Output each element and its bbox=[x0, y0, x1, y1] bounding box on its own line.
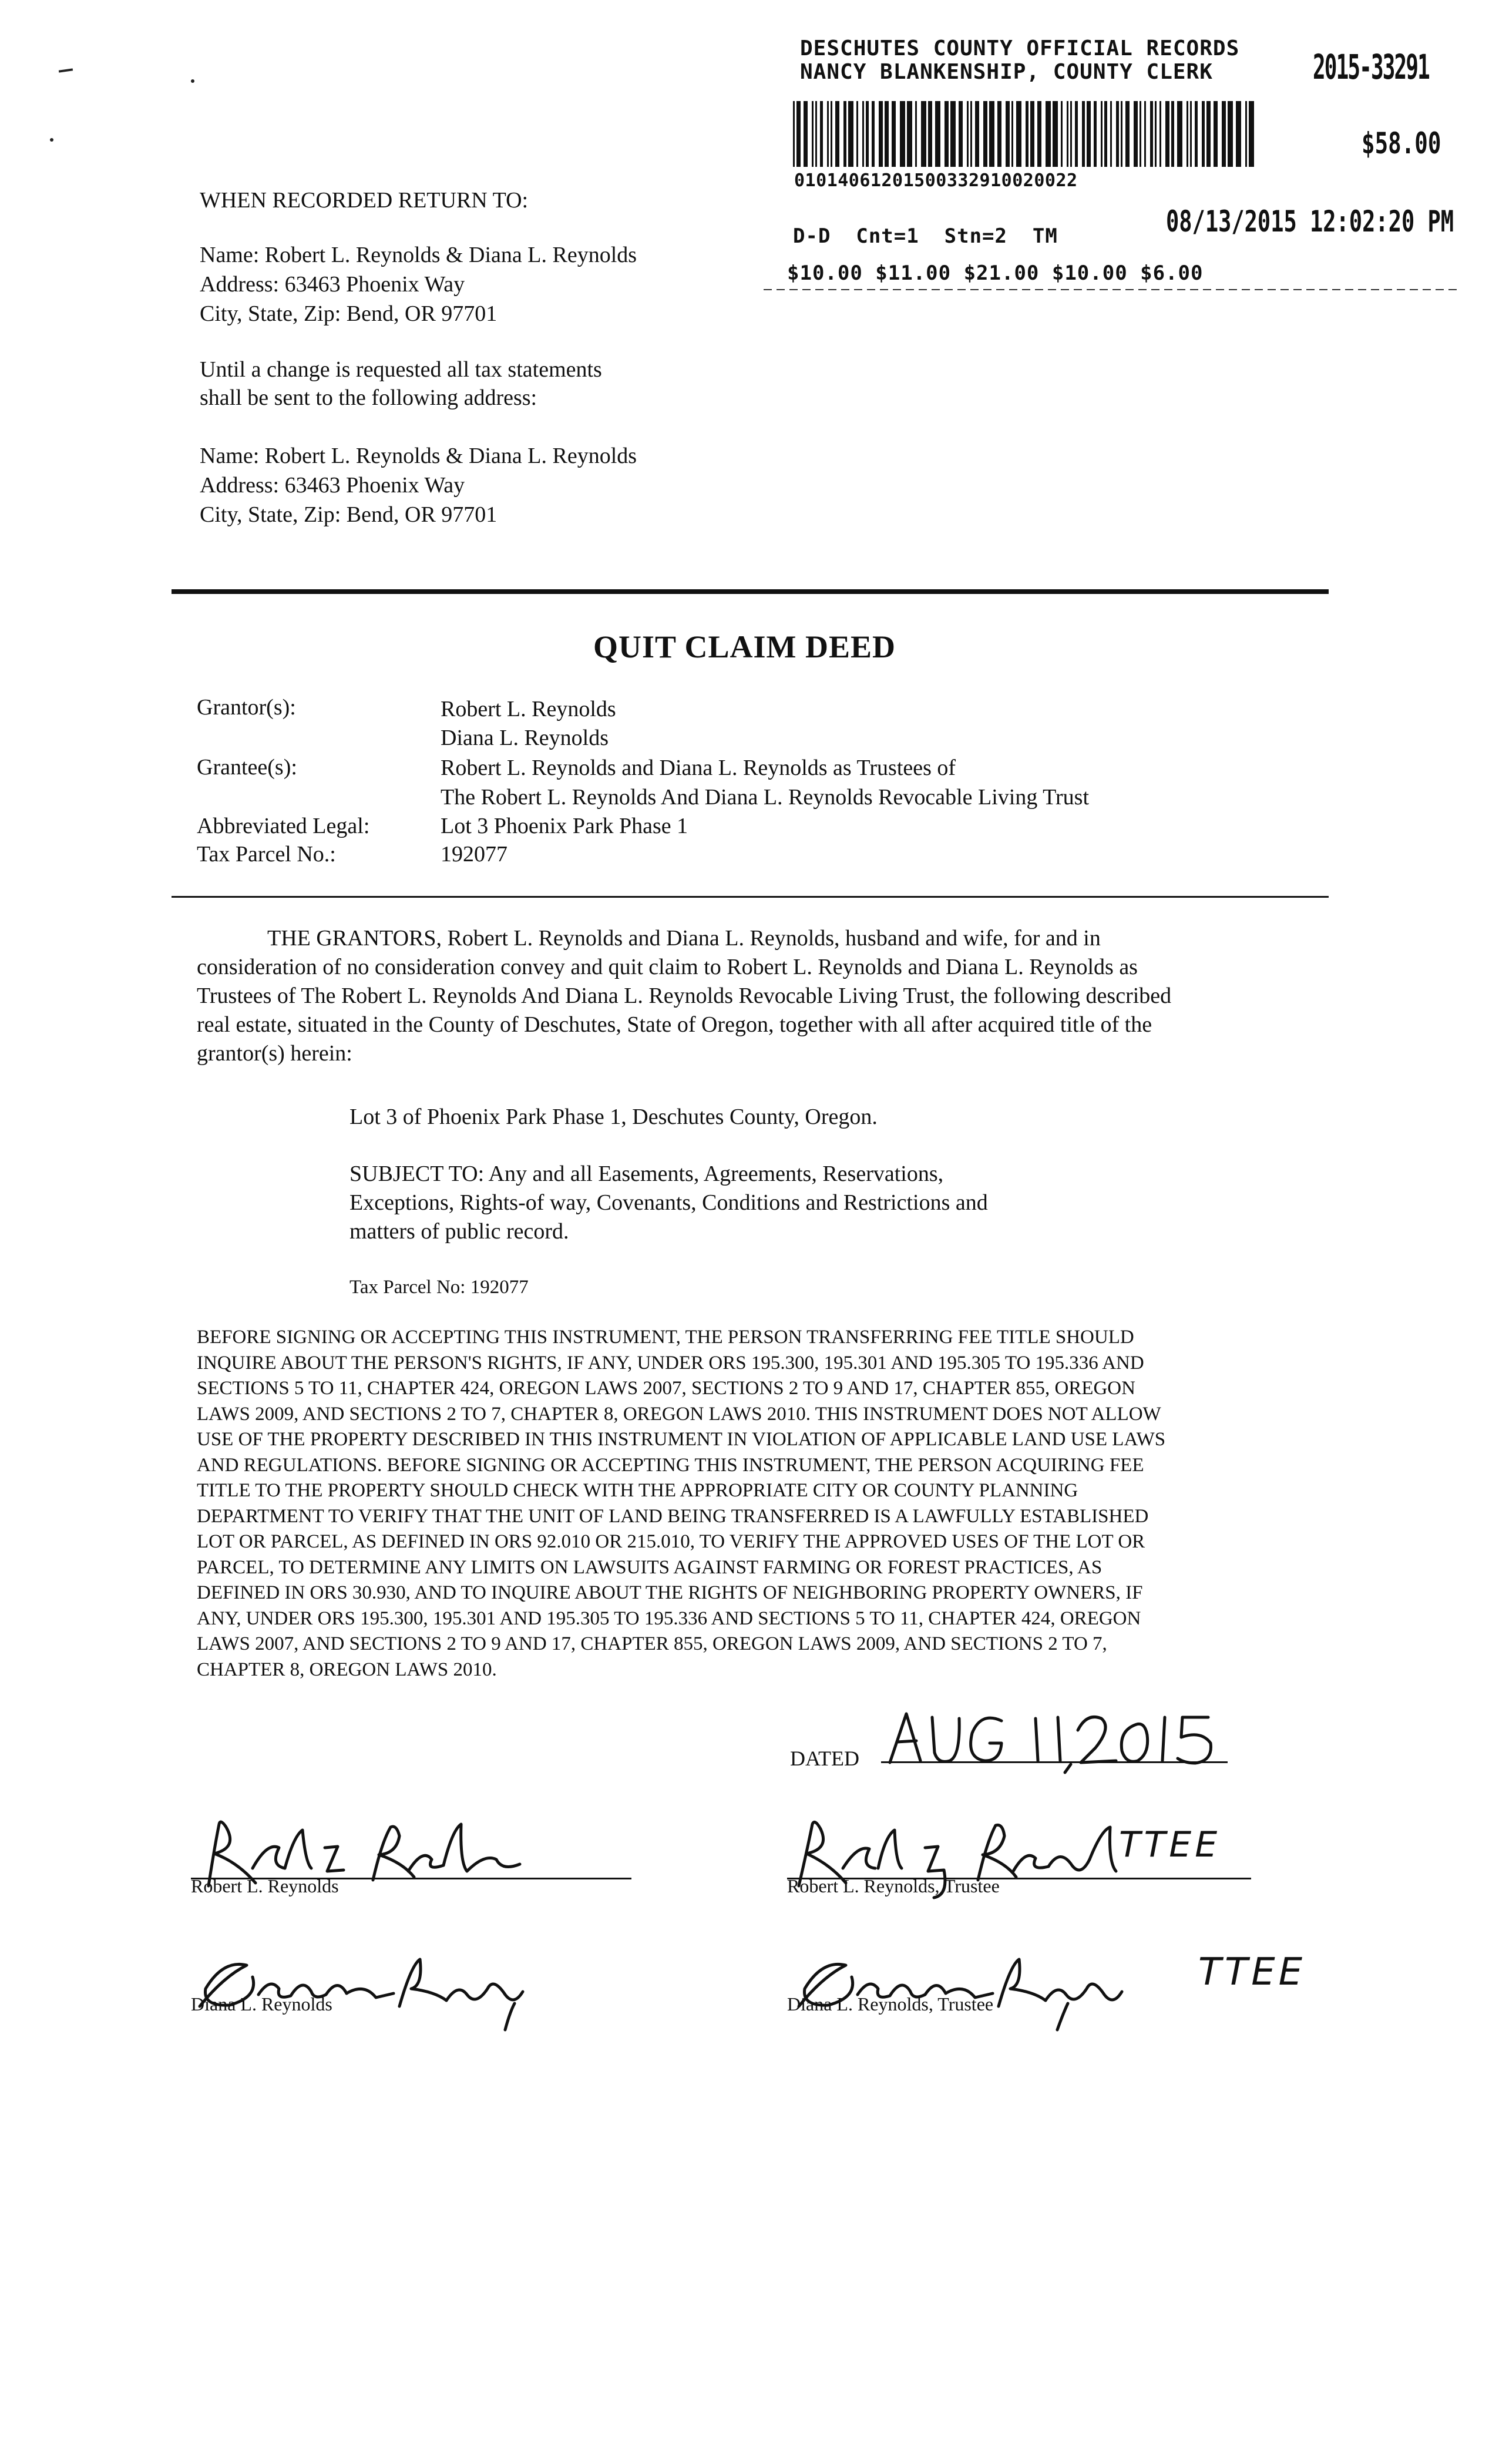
parties-rule bbox=[172, 896, 1329, 898]
barcode-bar bbox=[831, 101, 832, 167]
recording-office-line1: DESCHUTES COUNTY OFFICIAL RECORDS bbox=[800, 36, 1240, 61]
return-to-address: Address: 63463 Phoenix Way bbox=[200, 272, 465, 297]
barcode-bar bbox=[1165, 101, 1169, 167]
warning-line: DEPARTMENT TO VERIFY THAT THE UNIT OF LAND BEING TRANSFERRED IS A LAWFULLY ESTABLISHED bbox=[197, 1505, 1149, 1527]
warning-line: BEFORE SIGNING OR ACCEPTING THIS INSTRUMENT, THE PERSON TRANSFERRING FEE TITLE SHOULD bbox=[197, 1327, 1134, 1348]
warning-line: TITLE TO THE PROPERTY SHOULD CHECK WITH THE APPROPRIATE CITY OR COUNTY PLANNING bbox=[197, 1480, 1078, 1501]
return-to-name: Name: Robert L. Reynolds & Diana L. Reynolds bbox=[200, 243, 637, 267]
barcode-bar bbox=[1195, 101, 1198, 167]
recorded-datetime: 08/13/2015 12:02:20 PM bbox=[1166, 204, 1454, 239]
barcode-bar bbox=[1236, 101, 1241, 167]
grantee-1: Robert L. Reynolds and Diana L. Reynolds as Trustees of bbox=[441, 756, 956, 780]
barcode-bar bbox=[1144, 101, 1146, 167]
barcode-bar bbox=[1134, 101, 1138, 167]
barcode-bar bbox=[1150, 101, 1153, 167]
barcode-bar bbox=[1245, 101, 1247, 167]
statutory-warning bbox=[197, 1325, 1342, 1683]
barcode-bar bbox=[872, 101, 875, 167]
barcode-bar bbox=[1026, 101, 1028, 167]
barcode-bar bbox=[1155, 101, 1157, 167]
subject-to-line: Exceptions, Rights-of way, Covenants, Conditions and Restrictions and bbox=[349, 1190, 988, 1215]
barcode-bar bbox=[1202, 101, 1205, 167]
document-number: 2015-33291 bbox=[1313, 47, 1429, 87]
barcode-bar bbox=[1075, 101, 1078, 167]
barcode-bar bbox=[967, 101, 969, 167]
total-fee: $58.00 bbox=[1362, 126, 1441, 160]
warning-line: CHAPTER 8, OREGON LAWS 2010. bbox=[197, 1659, 497, 1680]
barcode-bar bbox=[1046, 101, 1051, 167]
scan-speck bbox=[191, 79, 194, 83]
grantor-label: Grantor(s): bbox=[197, 695, 296, 720]
barcode-bar bbox=[793, 101, 795, 167]
barcode-bar bbox=[1011, 101, 1013, 167]
barcode-bar bbox=[866, 101, 869, 167]
legal-value: Lot 3 Phoenix Park Phase 1 bbox=[441, 814, 688, 838]
barcode-bar bbox=[928, 101, 932, 167]
conveyance-line: Trustees of The Robert L. Reynolds And Diana L. Reynolds Revocable Living Trust, the following described bbox=[197, 983, 1172, 1008]
barcode-bar bbox=[1087, 101, 1091, 167]
barcode-bar bbox=[1190, 101, 1192, 167]
warning-line: SECTIONS 5 TO 11, CHAPTER 424, OREGON LAWS 2007, SECTIONS 2 TO 9 AND 17, CHAPTER 855, OREGON bbox=[197, 1378, 1135, 1399]
signature-diana-reynolds bbox=[188, 1942, 611, 2033]
warning-line: LAWS 2007, AND SECTIONS 2 TO 9 AND 17, CHAPTER 855, OREGON LAWS 2009, AND SECTIONS 2 TO 7, bbox=[197, 1633, 1107, 1654]
barcode-bar bbox=[862, 101, 864, 167]
legal-description: Lot 3 of Phoenix Park Phase 1, Deschutes County, Oregon. bbox=[349, 1105, 878, 1129]
barcode-bar bbox=[1116, 101, 1119, 167]
barcode-bar bbox=[1104, 101, 1107, 167]
barcode-bar bbox=[935, 101, 940, 167]
barcode-bar bbox=[1187, 101, 1188, 167]
barcode-bar bbox=[950, 101, 956, 167]
barcode-bar bbox=[1094, 101, 1097, 167]
signature-caption-robert-trustee: Robert L. Reynolds, Trustee bbox=[787, 1875, 1000, 1896]
header-rule bbox=[172, 589, 1329, 594]
trustee-abbrev-robert: TTEE bbox=[1119, 1824, 1221, 1865]
recording-office-line2: NANCY BLANKENSHIP, COUNTY CLERK bbox=[800, 60, 1213, 84]
return-to-heading: WHEN RECORDED RETURN TO: bbox=[200, 188, 529, 213]
conveyance-line: consideration of no consideration convey and quit claim to Robert L. Reynolds and Diana L. Reynolds as bbox=[197, 955, 1138, 979]
barcode-bar bbox=[1082, 101, 1085, 167]
barcode-bar bbox=[1053, 101, 1058, 167]
barcode-bar bbox=[827, 101, 829, 167]
barcode-bar bbox=[835, 101, 839, 167]
subject-to-line: SUBJECT TO: Any and all Easements, Agreements, Reservations, bbox=[349, 1161, 944, 1186]
warning-line: USE OF THE PROPERTY DESCRIBED IN THIS INSTRUMENT IN VIOLATION OF APPLICABLE LAND USE LAWS bbox=[197, 1429, 1166, 1450]
barcode-bar bbox=[983, 101, 987, 167]
barcode-bar bbox=[1171, 101, 1174, 167]
tax-statement-line2: shall be sent to the following address: bbox=[200, 385, 537, 410]
tax-parcel-line: Tax Parcel No: 192077 bbox=[349, 1277, 529, 1298]
handwritten-date bbox=[884, 1707, 1236, 1774]
tax-statement-name: Name: Robert L. Reynolds & Diana L. Reynolds bbox=[200, 444, 637, 468]
barcode-bar bbox=[1030, 101, 1034, 167]
warning-line: DEFINED IN ORS 30.930, AND TO INQUIRE ABOUT THE RIGHTS OF NEIGHBORING PROPERTY OWNERS, IF bbox=[197, 1582, 1143, 1603]
barcode-bar bbox=[1016, 101, 1021, 167]
barcode-bar bbox=[1214, 101, 1218, 167]
subject-to-line: matters of public record. bbox=[349, 1219, 569, 1244]
return-to-city: City, State, Zip: Bend, OR 97701 bbox=[200, 301, 498, 326]
barcode-bar bbox=[1067, 101, 1068, 167]
barcode-bar bbox=[1177, 101, 1182, 167]
scan-speck bbox=[50, 138, 53, 142]
signature-caption-diana-trustee: Diana L. Reynolds, Trustee bbox=[787, 1993, 994, 2015]
barcode-bar bbox=[1249, 101, 1254, 167]
barcode-bar bbox=[843, 101, 846, 167]
recording-fees-breakdown: $10.00 $11.00 $21.00 $10.00 $6.00 bbox=[787, 261, 1204, 285]
barcode-bar bbox=[1037, 101, 1041, 167]
barcode-bar bbox=[1061, 101, 1063, 167]
barcode-bar bbox=[1101, 101, 1103, 167]
signature-caption-diana: Diana L. Reynolds bbox=[191, 1993, 332, 2015]
stamp-dashed-rule bbox=[764, 289, 1457, 290]
barcode-bar bbox=[1121, 101, 1122, 167]
barcode-bar bbox=[1140, 101, 1141, 167]
barcode-bar bbox=[1006, 101, 1010, 167]
barcode-bar bbox=[900, 101, 905, 167]
tax-statement-address: Address: 63463 Phoenix Way bbox=[200, 473, 465, 498]
warning-line: LAWS 2009, AND SECTIONS 2 TO 7, CHAPTER 8, OREGON LAWS 2010. THIS INSTRUMENT DOES NOT ALLOW bbox=[197, 1403, 1161, 1425]
barcode-bar bbox=[879, 101, 883, 167]
barcode-bar bbox=[804, 101, 808, 167]
barcode-bar bbox=[1228, 101, 1233, 167]
document-title: QUIT CLAIM DEED bbox=[593, 629, 896, 664]
tax-statement-city: City, State, Zip: Bend, OR 97701 bbox=[200, 502, 498, 527]
barcode-bar bbox=[989, 101, 994, 167]
barcode-bar bbox=[1206, 101, 1211, 167]
warning-line: LOT OR PARCEL, AS DEFINED IN ORS 92.010 OR 215.010, TO VERIFY THE APPROVED USES OF THE LOT OR bbox=[197, 1531, 1145, 1552]
trustee-abbrev-diana: TTEE bbox=[1198, 1951, 1306, 1994]
barcode-bar bbox=[848, 101, 853, 167]
conveyance-line: grantor(s) herein: bbox=[197, 1041, 352, 1066]
parcel-label: Tax Parcel No.: bbox=[197, 842, 336, 867]
conveyance-line: real estate, situated in the County of Deschutes, State of Oregon, together with all after acquired title of the bbox=[197, 1012, 1152, 1037]
barcode-bar bbox=[1070, 101, 1072, 167]
barcode-bar bbox=[915, 101, 917, 167]
grantor-1: Robert L. Reynolds bbox=[441, 697, 616, 721]
grantee-2: The Robert L. Reynolds And Diana L. Reynolds Revocable Living Trust bbox=[441, 785, 1090, 810]
warning-line: ANY, UNDER ORS 195.300, 195.301 AND 195.305 TO 195.336 AND SECTIONS 5 TO 11, CHAPTER 424, OREGON bbox=[197, 1607, 1141, 1629]
dated-label: DATED bbox=[790, 1747, 859, 1770]
grantee-label: Grantee(s): bbox=[197, 755, 297, 780]
scan-speck bbox=[59, 68, 73, 72]
barcode-bar bbox=[959, 101, 963, 167]
barcode-bar bbox=[856, 101, 858, 167]
tax-statement-line1: Until a change is requested all tax statements bbox=[200, 357, 602, 382]
barcode-bar bbox=[815, 101, 817, 167]
barcode-bar bbox=[975, 101, 979, 167]
barcode-bar bbox=[1110, 101, 1112, 167]
barcode-bar bbox=[892, 101, 896, 167]
signature-diana-reynolds-trustee bbox=[787, 1942, 1210, 2033]
parcel-value: 192077 bbox=[441, 842, 507, 867]
grantor-2: Diana L. Reynolds bbox=[441, 726, 609, 750]
barcode-bar bbox=[945, 101, 949, 167]
conveyance-line: THE GRANTORS, Robert L. Reynolds and Diana L. Reynolds, husband and wife, for and in bbox=[267, 926, 1101, 951]
signature-caption-robert: Robert L. Reynolds bbox=[191, 1875, 339, 1896]
barcode-bar bbox=[820, 101, 823, 167]
warning-line: AND REGULATIONS. BEFORE SIGNING OR ACCEPTING THIS INSTRUMENT, THE PERSON ACQUIRING FEE bbox=[197, 1454, 1144, 1476]
recording-codes: D-D Cnt=1 Stn=2 TM bbox=[793, 224, 1058, 248]
barcode-bar bbox=[921, 101, 926, 167]
barcode-bar bbox=[997, 101, 1001, 167]
barcode-bar bbox=[970, 101, 972, 167]
barcode-bar bbox=[907, 101, 912, 167]
legal-label: Abbreviated Legal: bbox=[197, 814, 370, 838]
barcode-bar bbox=[796, 101, 801, 167]
barcode-bar bbox=[1125, 101, 1130, 167]
barcode-bar bbox=[1159, 101, 1161, 167]
recording-barcode bbox=[793, 101, 1263, 167]
barcode-bar bbox=[1222, 101, 1226, 167]
barcode-bar bbox=[812, 101, 814, 167]
barcode-bar bbox=[885, 101, 889, 167]
barcode-digits: 01014061201500332910020022 bbox=[794, 170, 1078, 191]
warning-line: PARCEL, TO DETERMINE ANY LIMITS ON LAWSUITS AGAINST FARMING OR FOREST PRACTICES, AS bbox=[197, 1556, 1103, 1578]
warning-line: INQUIRE ABOUT THE PERSON'S RIGHTS, IF ANY, UNDER ORS 195.300, 195.301 AND 195.305 TO 195.336 AND bbox=[197, 1352, 1144, 1374]
